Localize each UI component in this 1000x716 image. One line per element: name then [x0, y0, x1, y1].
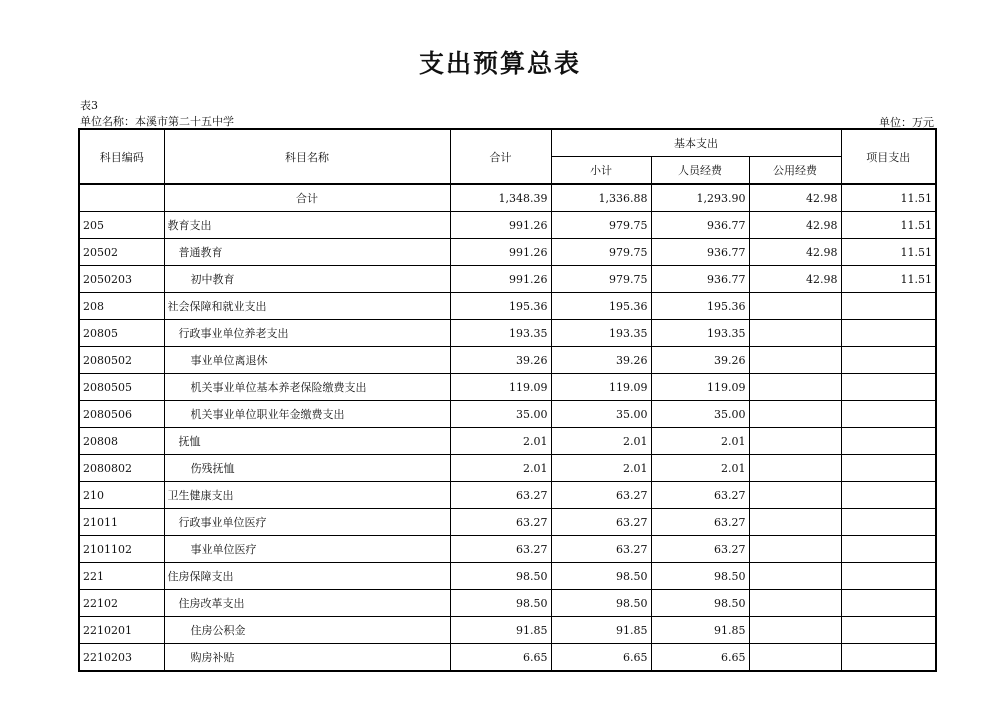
cell-total: 2.01 [450, 428, 551, 455]
cell-public [749, 401, 841, 428]
cell-total: 98.50 [450, 563, 551, 590]
cell-subtotal: 63.27 [551, 536, 651, 563]
table-row [79, 455, 936, 482]
cell-project: 11.51 [841, 266, 936, 293]
cell-public: 42.98 [749, 239, 841, 266]
cell-project [841, 644, 936, 672]
cell-personnel: 6.65 [651, 644, 749, 672]
cell-code: 22102 [79, 590, 164, 617]
cell-name: 住房保障支出 [164, 563, 450, 590]
cell-personnel: 63.27 [651, 482, 749, 509]
table-row [79, 401, 936, 428]
cell-subtotal: 979.75 [551, 239, 651, 266]
cell-name: 行政事业单位医疗 [164, 509, 450, 536]
cell-public [749, 293, 841, 320]
cell-code: 2080802 [79, 455, 164, 482]
cell-subtotal: 2.01 [551, 428, 651, 455]
header-code: 科目编码 [79, 129, 164, 184]
cell-total: 91.85 [450, 617, 551, 644]
cell-subtotal: 193.35 [551, 320, 651, 347]
cell-total: 63.27 [450, 536, 551, 563]
cell-name: 教育支出 [164, 212, 450, 239]
cell-subtotal: 979.75 [551, 212, 651, 239]
cell-personnel: 936.77 [651, 266, 749, 293]
cell-code: 205 [79, 212, 164, 239]
header-project: 项目支出 [841, 129, 936, 184]
cell-subtotal: 39.26 [551, 347, 651, 374]
header-public: 公用经费 [749, 157, 841, 185]
cell-public [749, 428, 841, 455]
cell-name: 卫生健康支出 [164, 482, 450, 509]
cell-subtotal: 98.50 [551, 590, 651, 617]
table-number: 表3 [80, 99, 98, 112]
cell-project: 11.51 [841, 212, 936, 239]
cell-public [749, 482, 841, 509]
cell-name: 初中教育 [164, 266, 450, 293]
table-row [79, 617, 936, 644]
table-row [79, 347, 936, 374]
table-row [79, 536, 936, 563]
cell-subtotal: 2.01 [551, 455, 651, 482]
cell-name: 住房公积金 [164, 617, 450, 644]
cell-personnel: 936.77 [651, 239, 749, 266]
cell-public [749, 644, 841, 672]
cell-name: 机关事业单位基本养老保险缴费支出 [164, 374, 450, 401]
cell-personnel: 2.01 [651, 455, 749, 482]
cell-project [841, 536, 936, 563]
cell-subtotal: 979.75 [551, 266, 651, 293]
cell-code: 2210201 [79, 617, 164, 644]
table-row [79, 428, 936, 455]
table-row [79, 563, 936, 590]
cell-subtotal: 6.65 [551, 644, 651, 672]
header-total: 合计 [450, 129, 551, 184]
cell-name: 伤残抚恤 [164, 455, 450, 482]
cell-name: 社会保障和就业支出 [164, 293, 450, 320]
cell-public [749, 509, 841, 536]
cell-total: 39.26 [450, 347, 551, 374]
cell-code: 2050203 [79, 266, 164, 293]
cell-project [841, 563, 936, 590]
table-row [79, 509, 936, 536]
page-title: 支出预算总表 [418, 49, 581, 78]
cell-code: 2080505 [79, 374, 164, 401]
cell-project [841, 617, 936, 644]
cell-public [749, 320, 841, 347]
cell-name: 行政事业单位养老支出 [164, 320, 450, 347]
cell-personnel: 63.27 [651, 509, 749, 536]
table-row [79, 374, 936, 401]
cell-personnel: 195.36 [651, 293, 749, 320]
cell-name: 购房补贴 [164, 644, 450, 672]
cell-code: 2101102 [79, 536, 164, 563]
table-row [79, 239, 936, 266]
cell-project [841, 428, 936, 455]
cell-name: 住房改革支出 [164, 590, 450, 617]
cell-code: 208 [79, 293, 164, 320]
cell-total: 35.00 [450, 401, 551, 428]
cell-public [749, 455, 841, 482]
cell-project: 11.51 [841, 239, 936, 266]
cell-public [749, 374, 841, 401]
cell-project [841, 347, 936, 374]
unit-name: 单位名称：本溪市第二十五中学 [80, 115, 234, 128]
cell-public: 42.98 [749, 212, 841, 239]
cell-subtotal: 63.27 [551, 482, 651, 509]
cell-public [749, 536, 841, 563]
cell-personnel: 2.01 [651, 428, 749, 455]
header-personnel: 人员经费 [651, 157, 749, 185]
cell-code [79, 184, 164, 212]
cell-code: 20502 [79, 239, 164, 266]
cell-name: 合计 [164, 184, 450, 212]
cell-personnel: 91.85 [651, 617, 749, 644]
cell-personnel: 98.50 [651, 590, 749, 617]
cell-project [841, 401, 936, 428]
cell-personnel: 119.09 [651, 374, 749, 401]
cell-personnel: 35.00 [651, 401, 749, 428]
table-row [79, 320, 936, 347]
cell-project [841, 374, 936, 401]
cell-name: 机关事业单位职业年金缴费支出 [164, 401, 450, 428]
table-row [79, 212, 936, 239]
cell-name: 事业单位医疗 [164, 536, 450, 563]
cell-personnel: 98.50 [651, 563, 749, 590]
cell-name: 普通教育 [164, 239, 450, 266]
header-subtotal: 小计 [551, 157, 651, 185]
cell-project [841, 509, 936, 536]
cell-name: 事业单位离退休 [164, 347, 450, 374]
cell-personnel: 39.26 [651, 347, 749, 374]
cell-total: 63.27 [450, 509, 551, 536]
cell-total: 63.27 [450, 482, 551, 509]
cell-total: 195.36 [450, 293, 551, 320]
cell-personnel: 936.77 [651, 212, 749, 239]
header-row-1 [79, 129, 936, 157]
cell-project [841, 293, 936, 320]
cell-total: 1,348.39 [450, 184, 551, 212]
cell-code: 210 [79, 482, 164, 509]
cell-subtotal: 119.09 [551, 374, 651, 401]
cell-total: 193.35 [450, 320, 551, 347]
cell-public: 42.98 [749, 266, 841, 293]
cell-subtotal: 63.27 [551, 509, 651, 536]
cell-public [749, 347, 841, 374]
cell-code: 221 [79, 563, 164, 590]
cell-code: 2080506 [79, 401, 164, 428]
cell-subtotal: 1,336.88 [551, 184, 651, 212]
cell-subtotal: 98.50 [551, 563, 651, 590]
cell-code: 20808 [79, 428, 164, 455]
cell-project [841, 590, 936, 617]
cell-total: 991.26 [450, 239, 551, 266]
cell-public [749, 563, 841, 590]
cell-project [841, 455, 936, 482]
table-row [79, 293, 936, 320]
cell-total: 991.26 [450, 212, 551, 239]
cell-code: 21011 [79, 509, 164, 536]
cell-name: 抚恤 [164, 428, 450, 455]
cell-public [749, 617, 841, 644]
cell-project [841, 482, 936, 509]
cell-public [749, 590, 841, 617]
unit-label: 单位：万元 [879, 116, 934, 129]
cell-total: 2.01 [450, 455, 551, 482]
cell-total: 991.26 [450, 266, 551, 293]
cell-project: 11.51 [841, 184, 936, 212]
cell-personnel: 193.35 [651, 320, 749, 347]
cell-personnel: 63.27 [651, 536, 749, 563]
cell-code: 20805 [79, 320, 164, 347]
cell-code: 2210203 [79, 644, 164, 672]
cell-project [841, 320, 936, 347]
table-row [79, 266, 936, 293]
cell-subtotal: 91.85 [551, 617, 651, 644]
cell-public: 42.98 [749, 184, 841, 212]
cell-personnel: 1,293.90 [651, 184, 749, 212]
budget-table [78, 128, 937, 672]
cell-total: 119.09 [450, 374, 551, 401]
table-row [79, 644, 936, 672]
table-row [79, 590, 936, 617]
cell-subtotal: 195.36 [551, 293, 651, 320]
total-row [79, 184, 936, 212]
cell-total: 98.50 [450, 590, 551, 617]
table-row [79, 482, 936, 509]
header-basic: 基本支出 [551, 129, 841, 157]
header-name: 科目名称 [164, 129, 450, 184]
cell-code: 2080502 [79, 347, 164, 374]
cell-total: 6.65 [450, 644, 551, 672]
cell-subtotal: 35.00 [551, 401, 651, 428]
